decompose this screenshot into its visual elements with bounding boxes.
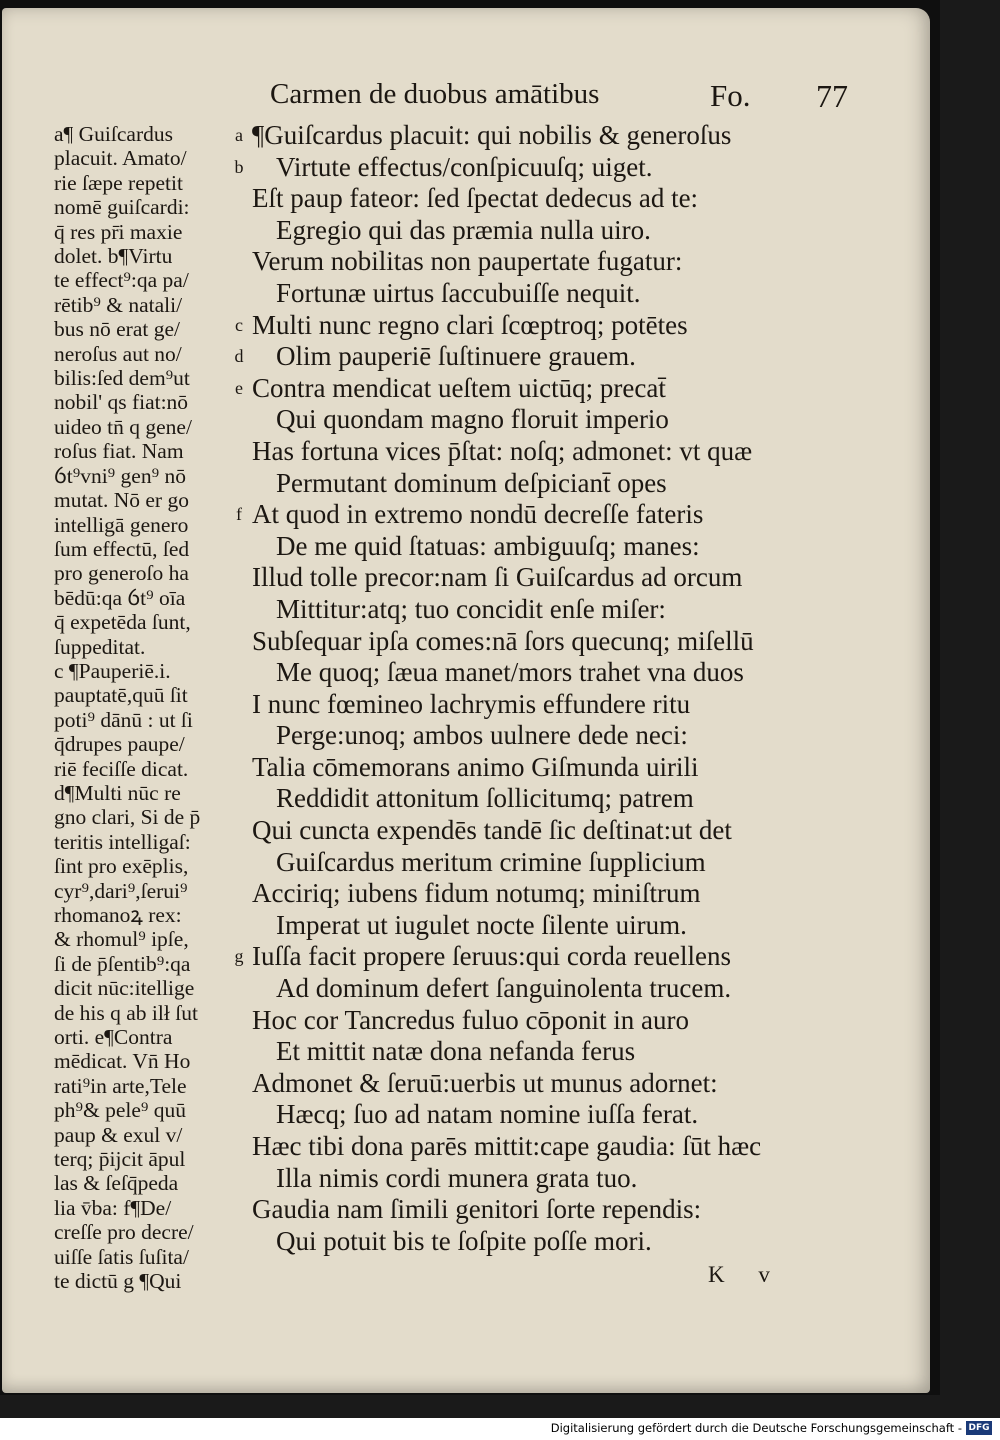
gloss-line: intelligā genero xyxy=(54,512,189,537)
verse-line xyxy=(230,815,850,847)
folio-number: 77 xyxy=(816,78,848,114)
gloss-line: a¶ Guiſcardus xyxy=(54,122,173,146)
verse-text: Me quoq; ſæua manet/mors trahet vna duos xyxy=(276,657,744,688)
gloss-line: pro generoſo ha xyxy=(54,561,189,586)
gloss-line: te effect⁹:qa pa/ xyxy=(54,268,189,293)
verse-text: Perge:unoq; ambos uulnere dede neci: xyxy=(276,720,688,751)
running-header xyxy=(270,78,860,118)
digitization-footer xyxy=(0,1418,1000,1440)
verse-text: Imperat ut iugulet nocte ſilente uirum. xyxy=(276,909,687,940)
verse-text: Iuſſa facit propere ſeruus:qui corda reuellens xyxy=(252,941,732,972)
verse-text: Talia cōmemorans animo Giſmunda uirili xyxy=(252,751,699,782)
funding-notice: Digitalisierung gefördert durch die Deutsche Forschungsgemeinschaft - xyxy=(550,1421,962,1435)
gloss-marker: c xyxy=(235,314,243,335)
poem-text xyxy=(230,120,850,1257)
verse-line xyxy=(230,1163,850,1195)
gloss-line: teritis intelligaſ: xyxy=(54,829,191,854)
gloss-line: mutat. Nō er go xyxy=(54,488,189,513)
verse-text: Hoc cor Tancredus fuluo cōponit in auro xyxy=(252,1004,689,1035)
verse-text: Ad dominum defert ſanguinolenta trucem. xyxy=(276,973,732,1004)
gloss-line: & rhomul⁹ ipſe, xyxy=(54,927,189,952)
verse-text: Eſt paup fateor: ſed ſpectat dedecus ad te: xyxy=(252,183,699,214)
verse-line xyxy=(230,215,850,247)
gloss-line: q̄ res pr̄i maxie xyxy=(54,219,183,244)
verse-text: Gaudia nam ſimili genitori ſorte rependis: xyxy=(252,1194,702,1225)
verse-line xyxy=(230,562,850,594)
verse-line xyxy=(230,594,850,626)
verse-text: Contra mendicat ueſtem uictūq; precat̄ xyxy=(252,372,666,403)
gloss-line: nomē guiſcardi: xyxy=(54,195,190,220)
verse-line xyxy=(230,1099,850,1131)
gloss-line: nobil' qs fiat:nō xyxy=(54,390,189,415)
marginal-commentary xyxy=(54,122,234,1294)
verse-text: Qui cuncta expendēs tandē ſic deſtinat:ut det xyxy=(252,815,732,846)
book-page xyxy=(2,8,930,1393)
gloss-line: rati⁹in arte,Tele xyxy=(54,1073,187,1098)
verse-text: Mittitur:atq; tuo concidit enſe miſer: xyxy=(276,593,666,624)
gloss-line: cyr⁹,dari⁹,ſerui⁹ xyxy=(54,878,188,903)
verse-text: Illud tolle precor:nam ſi Guiſcardus ad orcum xyxy=(252,562,743,593)
gloss-line: rie ſæpe repetit xyxy=(54,170,183,195)
gloss-line: las & ſeſq̄peda xyxy=(54,1171,179,1196)
verse-line xyxy=(230,183,850,215)
gloss-line: ph⁹& pele⁹ quū xyxy=(54,1098,187,1123)
gloss-line: te dictū g ¶Qui xyxy=(54,1269,182,1294)
verse-text: Et mittit natæ dona nefanda ferus xyxy=(276,1036,636,1067)
gloss-line: neroſus aut no/ xyxy=(54,341,182,366)
verse-line xyxy=(230,404,850,436)
verse-line xyxy=(230,152,850,184)
verse-text: Olim pauperiē ſuſtinuere grauem. xyxy=(276,341,636,372)
verse-line xyxy=(230,1068,850,1100)
gloss-line: dolet. b¶Virtu xyxy=(54,244,173,269)
gloss-marker: d xyxy=(234,346,244,367)
gloss-line: lia v̄ba: f¶De/ xyxy=(54,1195,172,1220)
verse-text: Admonet & ſeruū:uerbis ut munus adornet: xyxy=(252,1067,718,1098)
gloss-line: ſum effectū, ſed xyxy=(54,536,190,561)
verse-text: Guiſcardus meritum crimine ſupplicium xyxy=(276,846,706,877)
verse-text: Qui potuit bis te ſoſpite poſſe mori. xyxy=(276,1225,652,1256)
verse-text: Qui quondam magno floruit imperio xyxy=(276,404,669,435)
gloss-line: ſint pro exēplis, xyxy=(54,854,189,879)
gloss-line: c ¶Pauperiē.i. xyxy=(54,658,171,683)
verse-line xyxy=(230,720,850,752)
gloss-line: dicit nūc:itellige xyxy=(54,976,195,1001)
gloss-marker: f xyxy=(236,504,242,525)
verse-text: I nunc fœmineo lachrymis effundere ritu xyxy=(252,688,691,719)
verse-text: Hæc tibi dona parēs mittit:cape gaudia: ſūt hæc xyxy=(252,1131,762,1161)
gloss-line: d¶Multi nūc re xyxy=(54,780,181,805)
verse-text: At quod in extremo nondū decreſſe fateris xyxy=(252,499,704,530)
verse-line xyxy=(230,373,850,405)
verse-text: Egregio qui das præmia nulla uiro. xyxy=(276,214,651,245)
verse-line xyxy=(230,246,850,278)
verse-line xyxy=(230,1226,850,1258)
verse-line xyxy=(230,941,850,973)
gloss-line: q̄drupes paupe/ xyxy=(54,732,185,757)
verse-line xyxy=(230,1194,850,1226)
verse-line xyxy=(230,973,850,1005)
gloss-line: pauptatē,quū ſit xyxy=(54,683,188,708)
verse-line xyxy=(230,120,850,152)
verse-line xyxy=(230,783,850,815)
gloss-line: ſi de p̄ſentib⁹:qa xyxy=(54,951,191,976)
running-title: Carmen de duobus amātibus xyxy=(270,78,600,110)
verse-line xyxy=(230,468,850,500)
gloss-line: mēdicat. Vn̄ Ho xyxy=(54,1049,191,1074)
verse-text: Subſequar ipſa comes:nā ſors quecunq; miſellū xyxy=(252,625,754,656)
dfg-logo[interactable]: DFG xyxy=(966,1421,992,1435)
verse-text: Multi nunc regno clari ſcœptroq; potētes xyxy=(252,309,688,340)
verse-text: ¶Guiſcardus placuit: qui nobilis & generoſus xyxy=(252,120,732,150)
gloss-line: bilis:ſed dem⁹ut xyxy=(54,366,190,391)
verse-text: Verum nobilitas non paupertate fugatur: xyxy=(252,246,683,277)
gloss-line: paup & exul v/ xyxy=(54,1122,183,1147)
gloss-line: uiſſe ſatis ſuſita/ xyxy=(54,1244,189,1269)
verse-text: Hæcq; ſuo ad natam nomine iuſſa ferat. xyxy=(276,1099,699,1130)
verse-text: Reddidit attonitum ſollicitumq; patrem xyxy=(276,783,694,814)
signature-mark: K v xyxy=(708,1262,784,1287)
verse-text: De me quid ſtatuas: ambiguuſq; manes: xyxy=(276,530,700,561)
gloss-line: rētib⁹ & natali/ xyxy=(54,292,183,317)
verse-line xyxy=(230,1005,850,1037)
gloss-line: poti⁹ dānū : ut ſi xyxy=(54,707,193,732)
gloss-line: de his q ab ilł ſut xyxy=(54,1000,198,1025)
verse-text: Illa nimis cordi munera grata tuo. xyxy=(276,1162,638,1193)
gloss-line: orti. e¶Contra xyxy=(54,1025,173,1050)
gloss-marker: g xyxy=(234,946,244,967)
folio-abbreviation: Fo. xyxy=(710,78,751,113)
gloss-line: gno clari, Si de p̄ xyxy=(54,805,201,830)
gloss-line: creſſe pro decre/ xyxy=(54,1220,194,1245)
gloss-marker: e xyxy=(235,377,243,398)
verse-text: Acciriq; iubens fidum notumq; miniſtrum xyxy=(252,878,701,909)
gloss-line: bēdū:qa ỽt⁹ oīa xyxy=(54,585,186,610)
verse-line xyxy=(230,689,850,721)
verse-line xyxy=(230,310,850,342)
gloss-line: riē feciſſe dicat. xyxy=(54,756,189,781)
verse-line xyxy=(230,278,850,310)
verse-line xyxy=(230,436,850,468)
verse-line xyxy=(230,341,850,373)
gloss-line: placuit. Amato/ xyxy=(54,146,187,171)
verse-line xyxy=(230,1036,850,1068)
verse-line xyxy=(230,531,850,563)
gloss-line: terq; p̄ijcit āpul xyxy=(54,1147,186,1172)
verse-text: Virtute effectus/conſpicuuſq; uiget. xyxy=(276,151,653,182)
gloss-marker: a xyxy=(235,125,243,145)
verse-line xyxy=(230,878,850,910)
verse-text: Has fortuna vices p̄ſtat: noſq; admonet: vt quæ xyxy=(252,435,753,466)
verse-line xyxy=(230,1131,850,1163)
verse-text: Fortunæ uirtus ſaccubuiſſe nequit. xyxy=(276,277,641,308)
verse-text: Permutant dominum deſpiciant̄ opes xyxy=(276,467,667,498)
gloss-line: bus nō erat ge/ xyxy=(54,317,180,342)
verse-line xyxy=(230,499,850,531)
gloss-line: ſuppeditat. xyxy=(54,634,146,659)
gloss-line: uideo tn̄ q gene/ xyxy=(54,414,192,439)
gloss-line: q̄ expetēda ſunt, xyxy=(54,610,191,635)
verse-line xyxy=(230,657,850,689)
verse-line xyxy=(230,910,850,942)
gloss-line: roſus fiat. Nam xyxy=(54,439,184,464)
verse-line xyxy=(230,626,850,658)
verse-line xyxy=(230,847,850,879)
gloss-line: rhomanoꝝ rex: xyxy=(54,903,182,927)
gloss-marker: b xyxy=(234,156,244,177)
verse-line xyxy=(230,752,850,784)
gloss-line: ỽt⁹vni⁹ gen⁹ nō xyxy=(54,463,186,488)
